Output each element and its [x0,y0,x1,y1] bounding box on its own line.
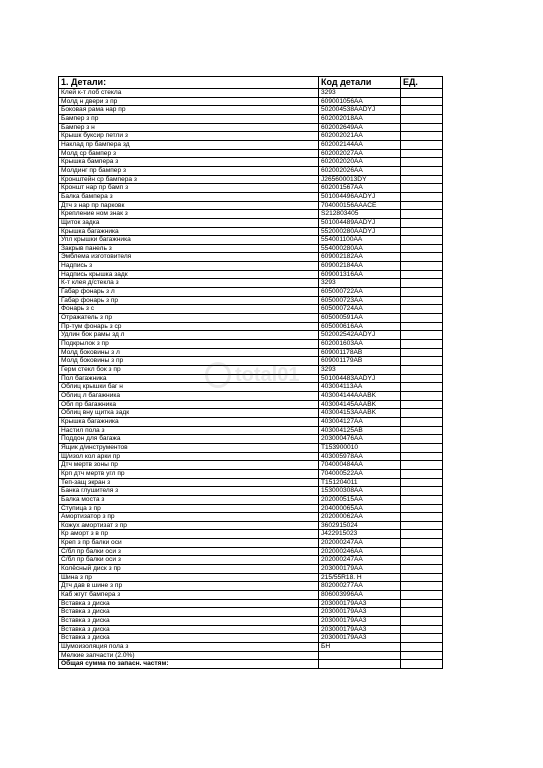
part-name: Крепление ном знак з [59,210,319,219]
part-unit [401,253,443,262]
part-name: Молд боковины з пр [59,357,319,366]
part-name: Мелкие запчасти (2.0%) [59,651,319,660]
part-code: 602002021AA [319,132,401,141]
part-code: 609002184AA [319,262,401,271]
part-code: 3293 [319,279,401,288]
part-unit [401,340,443,349]
part-unit [401,348,443,357]
table-row [59,331,443,340]
part-name: Боковая рама нар пр [59,106,319,115]
part-code: 501004496AADYJ [319,192,401,201]
part-code: 609001056AA [319,97,401,106]
part-unit [401,97,443,106]
part-code: 3602915024 [319,521,401,530]
part-code: 602001567AA [319,184,401,193]
part-unit [401,175,443,184]
part-code: 215/55R18. H [319,573,401,582]
part-unit [401,521,443,530]
part-unit [401,270,443,279]
part-name: Отражатель з пр [59,314,319,323]
part-unit [401,391,443,400]
table-row [59,218,443,227]
part-unit [401,106,443,115]
part-unit [401,417,443,426]
part-name: Надпись з [59,262,319,271]
part-name: Молд ср бампер з [59,149,319,158]
part-name: Банка глушителя з [59,487,319,496]
part-unit [401,366,443,375]
part-name: С/бл пр балки оси з [59,556,319,565]
table-row [59,340,443,349]
part-name: Дтч мертв зоны пр [59,461,319,470]
part-name: Эмблема изготовителя [59,253,319,262]
part-code: 605000591AA [319,314,401,323]
part-code: 605000616AA [319,322,401,331]
part-unit [401,556,443,565]
table-row [59,210,443,219]
part-unit [401,192,443,201]
part-name: Колёсный диск з пр [59,565,319,574]
part-code: 403004127AA [319,417,401,426]
table-row [59,565,443,574]
part-name: Бампер з н [59,123,319,132]
part-name: Шина з пр [59,573,319,582]
part-name: Молд н двери з пр [59,97,319,106]
part-unit [401,513,443,522]
part-name: Крп дтч мертв угл пр [59,469,319,478]
part-code: 203000179AA3 [319,625,401,634]
part-name: Крышка багажника [59,417,319,426]
table-row [59,184,443,193]
part-unit [401,591,443,600]
part-code: 403004153AAABK [319,409,401,418]
part-unit [401,435,443,444]
table-row [59,400,443,409]
part-unit [401,504,443,513]
part-code: 501004483AADYJ [319,374,401,383]
part-code: 554000280AA [319,244,401,253]
part-code: 609001316AA [319,270,401,279]
part-unit [401,114,443,123]
part-unit [401,608,443,617]
table-row [59,236,443,245]
part-code: 403005978AA [319,452,401,461]
part-name: Креп з пр балки оси [59,539,319,548]
part-name: Крышка бампера з [59,158,319,167]
part-name: Молдинг пр бампер з [59,166,319,175]
part-name: Пр-тум фонарь з ср [59,322,319,331]
part-code [319,651,401,660]
part-code: 203000179AA3 [319,608,401,617]
total-label: Общая сумма по запасн. частям: [59,660,319,669]
table-row [59,504,443,513]
part-code: 609001179AB [319,357,401,366]
part-name: Бампер з пр [59,114,319,123]
table-row [59,599,443,608]
part-name: Вставка з диска [59,625,319,634]
part-unit [401,262,443,271]
part-name: Вставка з диска [59,617,319,626]
part-name: Вставка з диска [59,608,319,617]
part-name: Пол багажника [59,374,319,383]
watermark-text: total01 [235,363,300,386]
part-code: 609001178AB [319,348,401,357]
part-code: 605000723AA [319,296,401,305]
part-name: Дтч з нар пр парковк [59,201,319,210]
part-unit [401,166,443,175]
part-code: 609002182AA [319,253,401,262]
part-code: БН [319,643,401,652]
table-row [59,348,443,357]
part-code: 802000277AA [319,582,401,591]
part-unit [401,461,443,470]
table-row [59,262,443,271]
part-code: 704000156AAACE [319,201,401,210]
part-unit [401,89,443,98]
part-code: 605000724AA [319,305,401,314]
part-unit [401,314,443,323]
part-code: 605000722AA [319,288,401,297]
table-row [59,201,443,210]
part-code: 501004489AADYJ [319,218,401,227]
table-row [59,374,443,383]
part-unit [401,582,443,591]
part-code: 704000522AA [319,469,401,478]
part-unit [401,210,443,219]
table-row [59,461,443,470]
part-name: Вставка з диска [59,599,319,608]
part-unit [401,565,443,574]
part-name: Ступица з пр [59,504,319,513]
part-unit [401,495,443,504]
part-unit [401,651,443,660]
table-header-row [59,77,443,89]
part-code: 153000308AA [319,487,401,496]
table-row [59,279,443,288]
part-unit [401,357,443,366]
part-unit [401,625,443,634]
table-row [59,426,443,435]
total-row [59,660,443,669]
table-row [59,643,443,652]
part-unit [401,149,443,158]
part-code: 602002144AA [319,140,401,149]
part-code: 403004144AAABK [319,391,401,400]
table-row [59,651,443,660]
part-unit [401,487,443,496]
part-name: Надпись крышка задк [59,270,319,279]
table-row [59,89,443,98]
part-unit [401,132,443,141]
part-unit [401,296,443,305]
part-unit [401,478,443,487]
header-part-code: Код детали [319,77,401,89]
part-code: 202000247AA [319,539,401,548]
part-unit [401,547,443,556]
part-unit [401,236,443,245]
part-unit [401,383,443,392]
table-row [59,383,443,392]
part-unit [401,140,443,149]
part-unit [401,184,443,193]
part-code: 202000246AA [319,547,401,556]
part-unit [401,539,443,548]
part-unit [401,426,443,435]
part-code: 704000484AA [319,461,401,470]
table-row [59,435,443,444]
table-row [59,288,443,297]
table-row [59,158,443,167]
part-name: Облиц вну щитка задк [59,409,319,418]
table-row [59,556,443,565]
part-unit [401,305,443,314]
total-code [319,660,401,669]
table-row [59,114,443,123]
table-row [59,573,443,582]
part-name: Поддон для багажа [59,435,319,444]
part-code: 3293 [319,366,401,375]
part-name: Кр аморт з в пр [59,530,319,539]
part-name: Наклад пр бампера зд [59,140,319,149]
part-name: Кронштейн ср бампера з [59,175,319,184]
part-code: T153900010 [319,443,401,452]
part-unit [401,331,443,340]
part-unit [401,643,443,652]
table-row [59,478,443,487]
table-row [59,617,443,626]
part-code: 203000476AA [319,435,401,444]
part-name: Подкрылок з пр [59,340,319,349]
part-unit [401,573,443,582]
table-row [59,166,443,175]
part-name: Вставка з диска [59,634,319,643]
part-name: Каб жгут бампера з [59,591,319,600]
part-name: Закрыв панель з [59,244,319,253]
table-row [59,97,443,106]
part-unit [401,409,443,418]
table-row [59,366,443,375]
part-name: Герм стекл бок з пр [59,366,319,375]
part-code: 403004113AA [319,383,401,392]
part-unit [401,244,443,253]
table-row [59,608,443,617]
part-code: 202000062AA [319,513,401,522]
table-row [59,625,443,634]
table-row [59,123,443,132]
part-unit [401,400,443,409]
parts-table [58,76,443,669]
table-row [59,443,443,452]
part-unit [401,530,443,539]
part-code: 203000179AA [319,565,401,574]
part-name: Молд боковины з л [59,348,319,357]
table-row [59,513,443,522]
part-code: 602002018AA [319,114,401,123]
part-code: 202000247AA [319,556,401,565]
part-unit [401,599,443,608]
part-code: J265600013DY [319,175,401,184]
part-unit [401,218,443,227]
table-row [59,305,443,314]
part-code: 202000515AA [319,495,401,504]
header-parts: 1. Детали: [59,77,319,89]
part-code: 602002027AA [319,149,401,158]
part-name: Крышка багажника [59,227,319,236]
part-name: Ящик д/инструментов [59,443,319,452]
part-name: Шумоизоляция пола з [59,643,319,652]
part-name: Щиток задка [59,218,319,227]
table-row [59,106,443,115]
part-code: 3293 [319,89,401,98]
part-name: Балка бампера з [59,192,319,201]
part-name: Фонарь з с [59,305,319,314]
part-code: 602001603AA [319,340,401,349]
table-row [59,132,443,141]
part-unit [401,374,443,383]
part-name: Обл пр багажника [59,400,319,409]
part-name: Габар фонарь з пр [59,296,319,305]
part-name: С/бл пр балки оси з [59,547,319,556]
part-unit [401,288,443,297]
part-name: Крышк буксир петли з [59,132,319,141]
table-row [59,487,443,496]
part-code: 203000179AA3 [319,617,401,626]
part-name: К-т клея д/стекла з [59,279,319,288]
table-row [59,296,443,305]
table-row [59,322,443,331]
table-row [59,409,443,418]
table-row [59,391,443,400]
part-name: Облиц л багажника [59,391,319,400]
part-code: 403004125AB [319,426,401,435]
part-name: Настил пола з [59,426,319,435]
part-code: 602002649AA [319,123,401,132]
part-code: 554001100AA [319,236,401,245]
parts-sheet [58,76,442,669]
table-row [59,521,443,530]
table-row [59,591,443,600]
table-row [59,582,443,591]
table-row [59,270,443,279]
table-row [59,357,443,366]
part-code: 806003996AA [319,591,401,600]
table-row [59,530,443,539]
part-unit [401,443,443,452]
table-row [59,140,443,149]
part-name: Балка моста з [59,495,319,504]
table-row [59,175,443,184]
table-row [59,149,443,158]
table-row [59,539,443,548]
part-unit [401,322,443,331]
part-name: Щ/изол кол арки пр [59,452,319,461]
part-unit [401,158,443,167]
table-row [59,547,443,556]
part-code: J422915023 [319,530,401,539]
part-unit [401,227,443,236]
part-name: Клей к-т лоб стекла [59,89,319,98]
part-unit [401,634,443,643]
part-code: 203000179AA3 [319,599,401,608]
table-row [59,452,443,461]
table-row [59,495,443,504]
part-unit [401,123,443,132]
parts-rows [59,89,443,669]
table-row [59,253,443,262]
part-code: 403004145AAABK [319,400,401,409]
part-code: 602002020AA [319,158,401,167]
table-row [59,314,443,323]
table-row [59,417,443,426]
part-name: Кожух амортизат з пр [59,521,319,530]
part-unit [401,201,443,210]
table-row [59,244,443,253]
part-name: Амортизатор з пр [59,513,319,522]
table-row [59,227,443,236]
part-code: 602002026AA [319,166,401,175]
part-code: 502002542AADYJ [319,331,401,340]
table-row [59,634,443,643]
part-name: Кроншт нар пр бамп з [59,184,319,193]
part-code: 502004538AADYJ [319,106,401,115]
total-unit [401,660,443,669]
part-unit [401,452,443,461]
part-name: Облиц крышки баг н [59,383,319,392]
part-code: T151204011 [319,478,401,487]
part-name: Теп-защ экран з [59,478,319,487]
table-row [59,469,443,478]
part-name: Дтч дав в шине з пр [59,582,319,591]
part-name: Упл крышки багажника [59,236,319,245]
part-unit [401,617,443,626]
part-code: S212803405 [319,210,401,219]
part-code: 203000179AA3 [319,634,401,643]
part-unit [401,279,443,288]
part-name: Удлин бок рамы зд л [59,331,319,340]
part-code: 204000065AA [319,504,401,513]
part-unit [401,469,443,478]
part-name: Габар фонарь з л [59,288,319,297]
part-code: 552000280AADYJ [319,227,401,236]
table-row [59,192,443,201]
header-unit: ЕД. [401,77,443,89]
